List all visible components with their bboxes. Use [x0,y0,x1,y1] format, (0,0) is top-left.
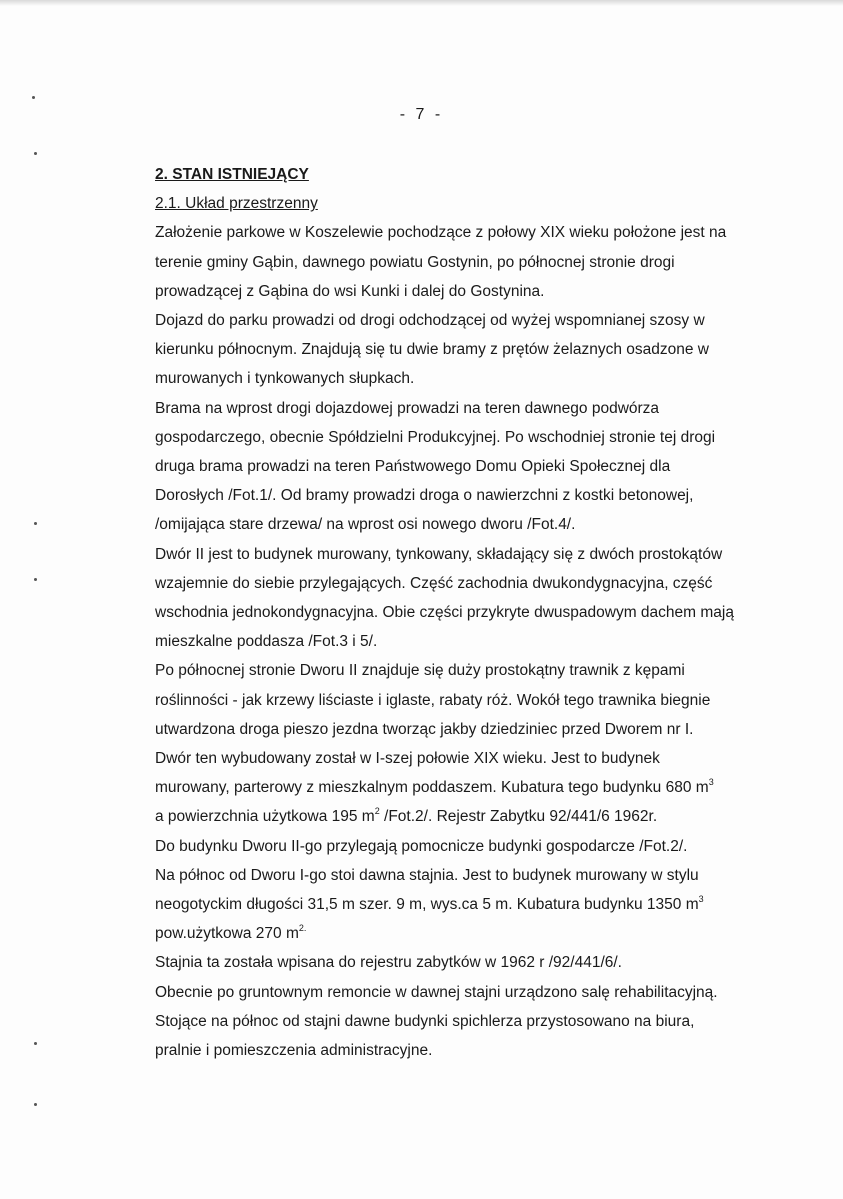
scan-speck [34,152,37,155]
paragraph-block [155,832,825,890]
text-line: druga brama prowadzi na teren Państwowego Domu Opieki Społecznej dla [155,458,671,476]
section-heading: 2. STAN ISTNIEJĄCY [155,166,309,183]
text-line: neogotyckim długości 31,5 m szer. 9 m, wys.ca 5 m. Kubatura budynku 1350 $m^3$ [155,894,704,914]
page-number: - 7 - [399,106,444,123]
text-line: gospodarczego, obecnie Spółdzielni Produkcyjnej. Po wschodniej stronie tej drogi [155,428,716,446]
text-line: Po północnej stronie Dworu II znajduje się duży prostokątny trawnik z kępami [155,662,685,680]
text-line: roślinności - jak krzewy liściaste i iglaste, rabaty róż. Wokół tego trawnika biegnie [155,691,711,709]
superscript: 2 [374,806,380,817]
text-line: Dwór ten wybudowany został w I-szej połowie XIX wieku. Jest to budynek [155,750,660,768]
scan-speck [34,522,37,525]
text-line: a powierzchnia użytkowa 195 $m^2$ /Fot.2/. Rejestr Zabytku 92/441/6 1962r. [155,806,658,826]
paragraph-block [155,218,825,773]
text-line: Stajnia ta została wpisana do rejestru zabytków w 1962 r /92/441/6/. [155,954,622,972]
text-line: Dorosłych /Fot.1/. Od bramy prowadzi droga o nawierzchni z kostki betonowej, [155,487,694,505]
text-line: /omijająca stare drzewa/ na wprost osi nowego dworu /Fot.4/. [155,516,576,534]
text-line: Brama na wprost drogi dojazdowej prowadzi na teren dawnego podwórza [155,399,660,417]
superscript: 3 [698,894,704,905]
text-line: terenie gminy Gąbin, dawnego powiatu Gostynin, po północnej stronie drogi [155,253,675,271]
text-line: Do budynku Dworu II-go przylegają pomocnicze budynki gospodarcze /Fot.2/. [155,837,688,855]
text-line: prowadzącej z Gąbina do wsi Kunki i dalej do Gostynina. [155,282,545,300]
text-line: Na północ od Dworu I-go stoi dawna stajnia. Jest to budynek murowany w stylu [155,866,699,884]
paragraph-block [155,948,825,1065]
text-line: Stojące na północ od stajni dawne budynki spichlerza przystosowano na biura, [155,1012,695,1030]
text-line: mieszkalne poddasza /Fot.3 i 5/. [155,633,378,651]
text-line: pow.użytkowa 270 $m^{2.}$ [155,923,307,943]
text-line: kierunku północnym. Znajdują się tu dwie bramy z prętów żelaznych osadzone w [155,341,709,359]
text-line: murowany, parterowy z mieszkalnym poddaszem. Kubatura tego budynku 680 $m^3$ [155,777,714,797]
subsection-heading: 2.1. Układ przestrzenny [155,195,318,213]
text-line: Dojazd do parku prowadzi od drogi odchodzącej od wyżej wspomnianej szosy w [155,312,705,330]
text-line: Obecnie po gruntownym remoncie w dawnej stajni urządzono salę rehabilitacyjną. [155,983,718,1001]
document-body [155,160,825,1065]
scan-speck [34,1042,37,1045]
superscript: 2. [298,923,307,934]
scan-speck [34,1103,37,1106]
scan-speck [32,96,35,99]
text-line: Dwór II jest to budynek murowany, tynkowany, składający się z dwóch prostokątów [155,545,723,563]
scan-edge-shadow [0,0,843,6]
text-line: Założenie parkowe w Koszelewie pochodzące z połowy XIX wieku położone jest na [155,224,727,242]
text-line: wschodnia jednokondygnacyjna. Obie części przykryte dwuspadowym dachem mają [155,604,734,622]
text-line: pralnie i pomieszczenia administracyjne. [155,1042,433,1060]
superscript: 3 [708,777,714,788]
text-line: utwardzona droga pieszo jezdna tworząc jakby dziedziniec przed Dworem nr I. [155,720,694,738]
text-line: murowanych i tynkowanych słupkach. [155,370,415,388]
scan-speck [34,578,37,581]
text-line: wzajemnie do siebie przylegających. Część zachodnia dwukondygnacyjna, część [155,574,713,592]
